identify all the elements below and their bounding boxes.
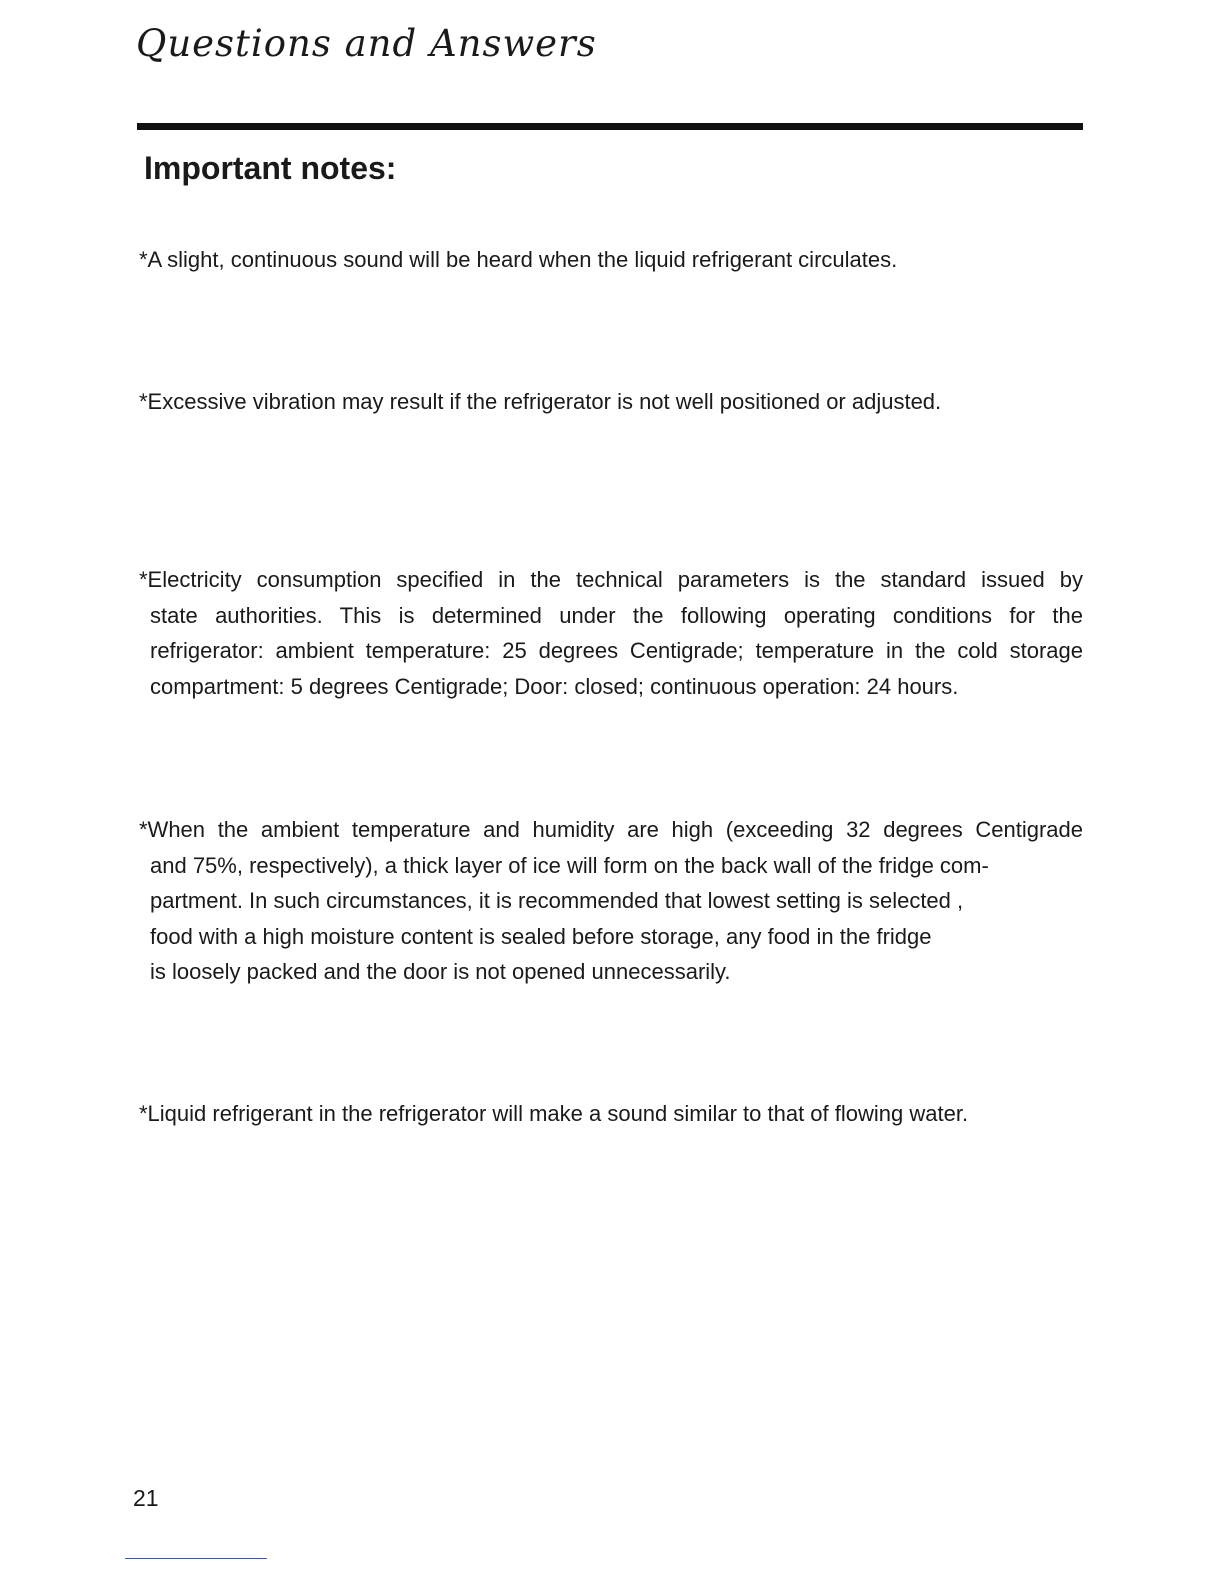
note-line: partment. In such circumstances, it is recommended that lowest setting is selected , — [150, 888, 964, 913]
note-vibration — [139, 384, 1083, 420]
note-flowing-water-sound — [139, 1096, 1083, 1132]
note-line: food with a high moisture content is sealed before storage, any food in the fridge — [150, 923, 932, 949]
note-line: *A slight, continuous sound will be heard when the liquid refrigerant circulates. — [139, 247, 898, 272]
page-number: 21 — [133, 1485, 159, 1511]
title-divider — [137, 123, 1083, 130]
note-line: *When the ambient temperature and humidity are high (exceeding 32 degrees Centigrade — [139, 817, 1083, 842]
section-heading: Important notes: — [144, 150, 397, 186]
note-line: is loosely packed and the door is not opened unnecessarily. — [150, 959, 731, 984]
note-humidity-ice — [139, 812, 1083, 990]
note-line: state authorities. This is determined under the following operating conditions for the — [150, 602, 1083, 628]
note-line: *Excessive vibration may result if the refrigerator is not well positioned or adjusted. — [139, 389, 942, 414]
note-line: *Electricity consumption specified in the technical parameters is the standard issued by — [139, 567, 1083, 592]
note-line: refrigerator: ambient temperature: 25 degrees Centigrade; temperature in the cold storage — [150, 638, 1083, 663]
note-circulation-sound — [139, 242, 1083, 278]
note-line: and 75%, respectively), a thick layer of ice will form on the back wall of the fridge com- — [150, 852, 989, 878]
page-title: Questions and Answers — [136, 22, 597, 65]
footer-rule — [125, 1558, 267, 1559]
note-line: *Liquid refrigerant in the refrigerator will make a sound similar to that of flowing water. — [139, 1101, 969, 1126]
note-line: compartment: 5 degrees Centigrade; Door: closed; continuous operation: 24 hours. — [150, 673, 959, 699]
note-electricity-consumption — [139, 562, 1083, 704]
